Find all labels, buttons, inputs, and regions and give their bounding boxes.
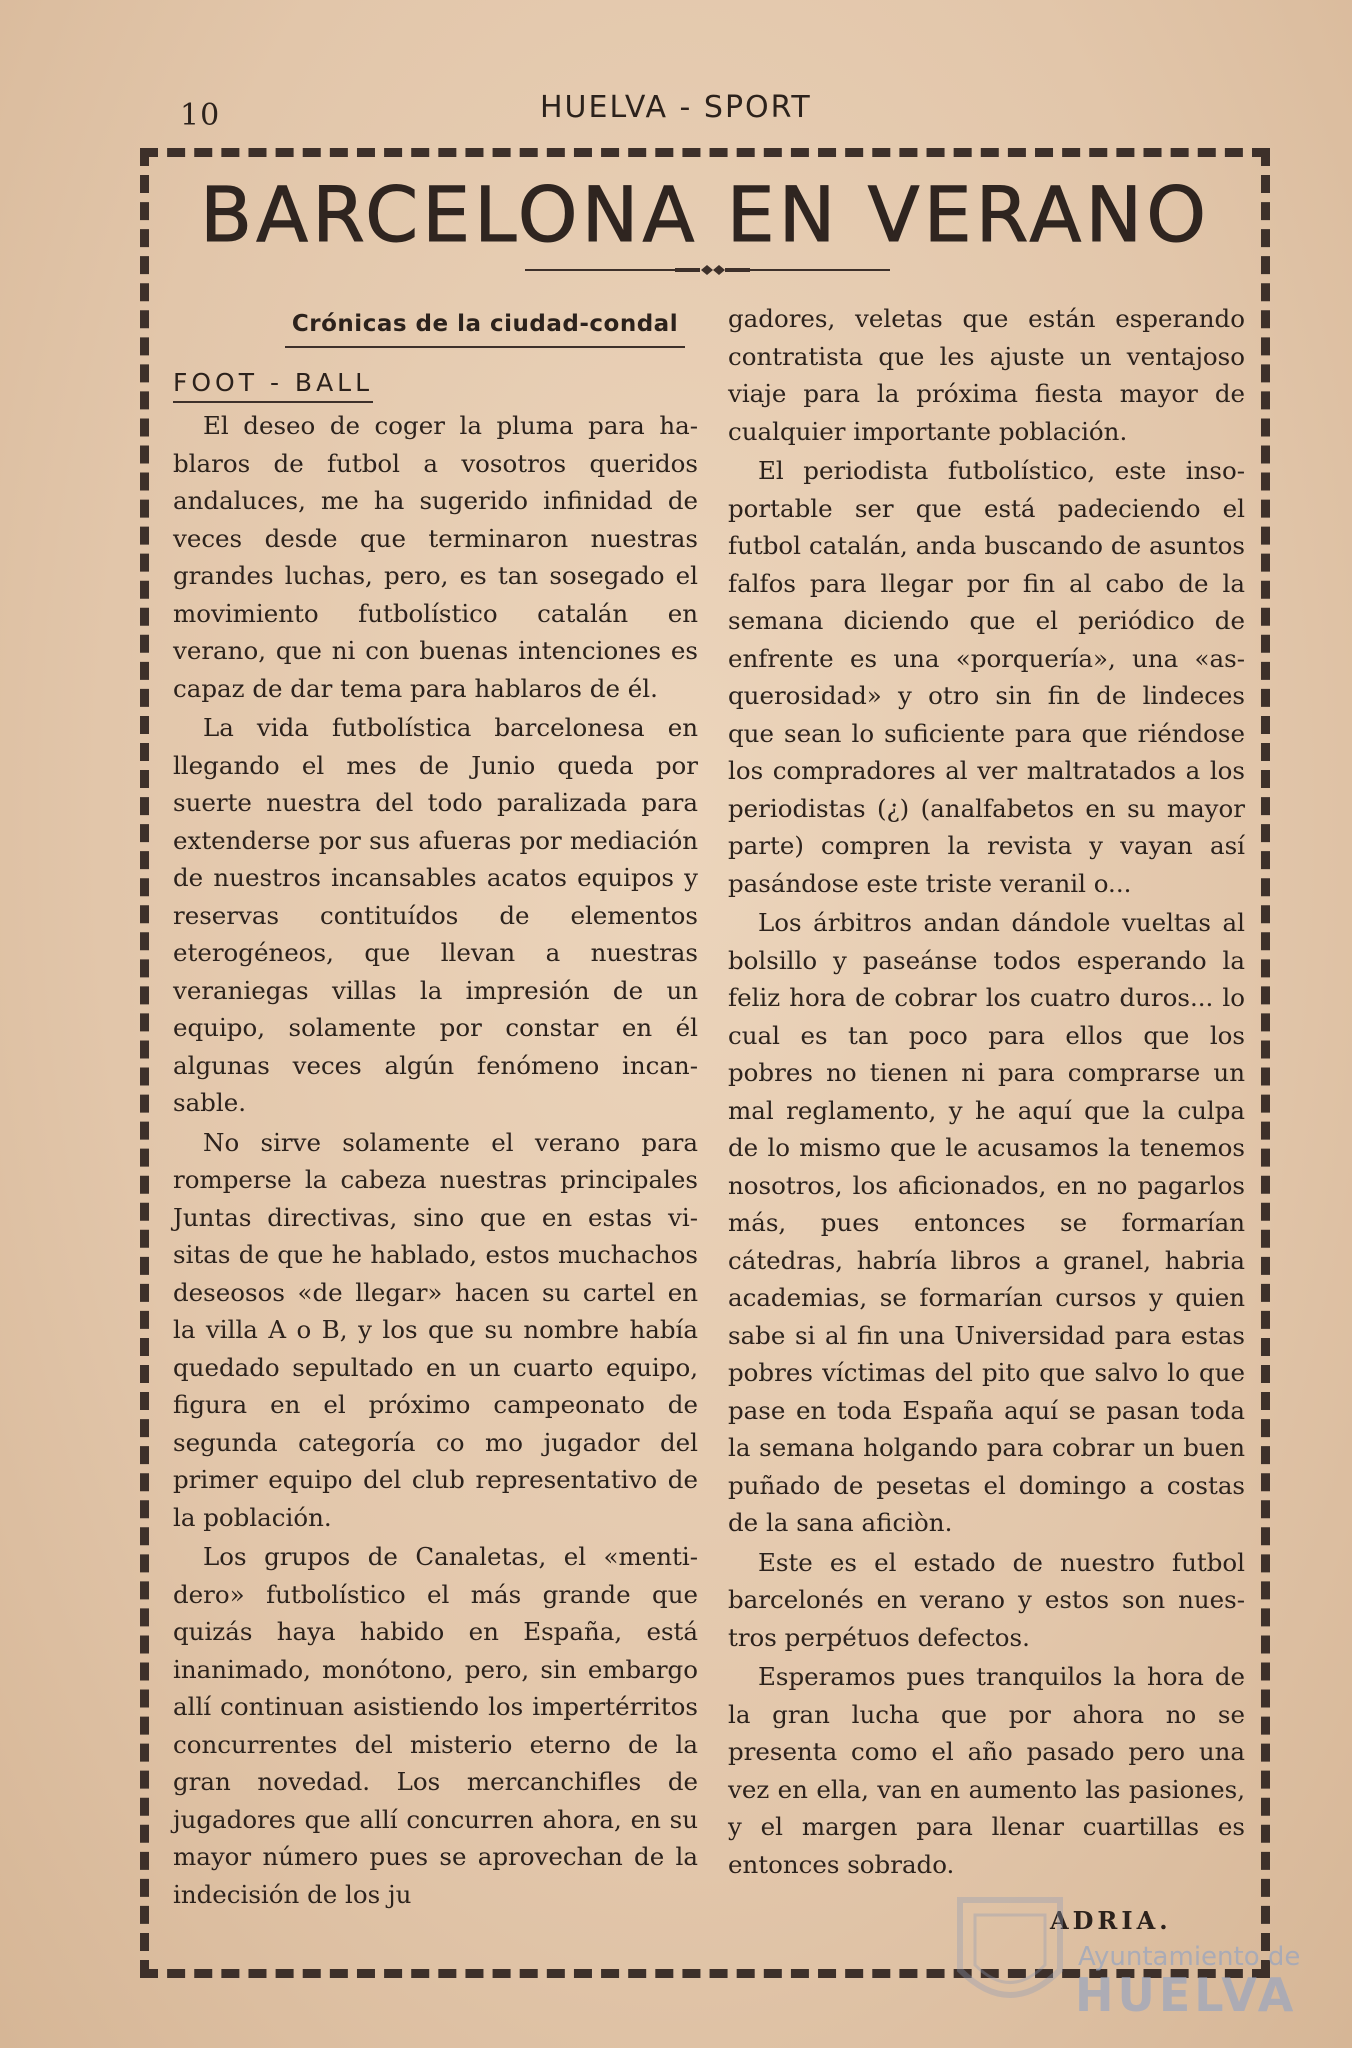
- paragraph: El periodista futbolístico, este insoportable ser que está padeciendo el futbol catalán, anda buscando de asuntos falfos para llegar por fin al cabo de la semana diciendo que el periódico de enfrente es una «porquería», una «asquerosidad» y otro sin fin de lindeces que sean lo suficiente para que riéndose los compradores al ver maltratados a los periodistas (¿) (analfabetos en su mayor parte) compren la revista y vayan así pasándose este triste veranil o...: [728, 456, 1245, 898]
- paragraph: Esperamos pues tranquilos la hora de la gran lucha que por ahora no se presenta como el año pasado pero una vez en ella, van en aumento las pasiones, y el margen para llenar cuartillas es entonces sobrado.: [728, 1662, 1245, 1879]
- paragraph: No sirve solamente el verano para romperse la cabeza nuestras principales Juntas directivas, sino que en estas visitas de que he hablado, estos muchachos deseosos «de llegar» hacen su cartel en la villa A o B, y los que su nombre había quedado sepultado en un cuarto equipo, figura en el próximo campeonato de segunda categoría co mo jugador del primer equipo del club representativo de la población.: [173, 1127, 698, 1532]
- paragraph: Los árbitros andan dándole vueltas al bolsillo y paseánse todos esperando la feliz hora de cobrar los cuatro duros... lo cual es tan poco para ellos que los pobres no tienen ni para comprarse un mal reglamento, y he aquí que la culpa de lo mismo que le acusamos la tenemos nosotros, los aficionados, en no pagarlos más, pues entonces se formarían cátedras, habría libros a granel, habria academias, se formarían cursos y quien sabe si al fin una Universidad para estas pobres víctimas del pito que salvo lo que pase en toda España aquí se pasan toda la semana holgando para cobrar un buen puñado de pesetas el domingo a costas de la sana aficiòn.: [728, 908, 1245, 1537]
- author-signature: ADRIA.: [1050, 1906, 1172, 1935]
- article-title: BARCELONA EN VERANO: [199, 170, 1211, 259]
- section-heading: FOOT - BALL: [173, 364, 373, 404]
- page-number: 10: [180, 98, 221, 133]
- paragraph: gadores, veletas que están esperando contratista que les ajuste un ventajoso viaje para la próxima fiesta mayor de cualquier importante población.: [728, 304, 1245, 446]
- article-column-left: [173, 300, 698, 1913]
- article-column-right: [728, 300, 1245, 1883]
- title-ornament-divider: [525, 262, 890, 278]
- article-subtitle: Crónicas de la ciudad-condal: [285, 306, 685, 348]
- paragraph: La vida futbolística barcelonesa en llegando el mes de Junio queda por suerte nuestra del todo paralizada para extenderse por sus afueras por mediación de nuestros incansables acatos equipos y reservas contituídos de elementos eterogéneos, que llevan a nuestras veraniegas villas la impresión de un equipo, solamente por constar en él algunas veces algún fenómeno incansable.: [173, 713, 698, 1117]
- running-head: HUELVA - SPORT: [540, 90, 812, 125]
- watermark-text-line1: Ayuntamiento de: [1078, 1942, 1301, 1972]
- watermark-text-line2: HUELVA: [1075, 1968, 1298, 2022]
- paragraph: Los grupos de Canaletas, el «mentidero» futbolístico el más grande que quizás haya habido en España, está inanimado, monótono, pero, sin embargo allí continuan asistiendo los impertérritos concurrentes del misterio eterno de la gran novedad. Los mercanchifles de jugadores que allí concurren ahora, en su mayor número pues se aprovechan de la indecisión de los ju: [173, 1542, 698, 1909]
- paragraph: El deseo de coger la pluma para hablaros de futbol a vosotros queridos andaluces, me ha sugerido infinidad de veces desde que terminaron nuestras grandes luchas, pero, es tan sosegado el movimiento futbolístico catalán en verano, que ni con buenas intenciones es capaz de dar tema para hablaros de él.: [173, 411, 698, 703]
- paragraph: Este es el estado de nuestro futbol barcelonés en verano y estos son nuestros perpétuos defectos.: [728, 1547, 1245, 1652]
